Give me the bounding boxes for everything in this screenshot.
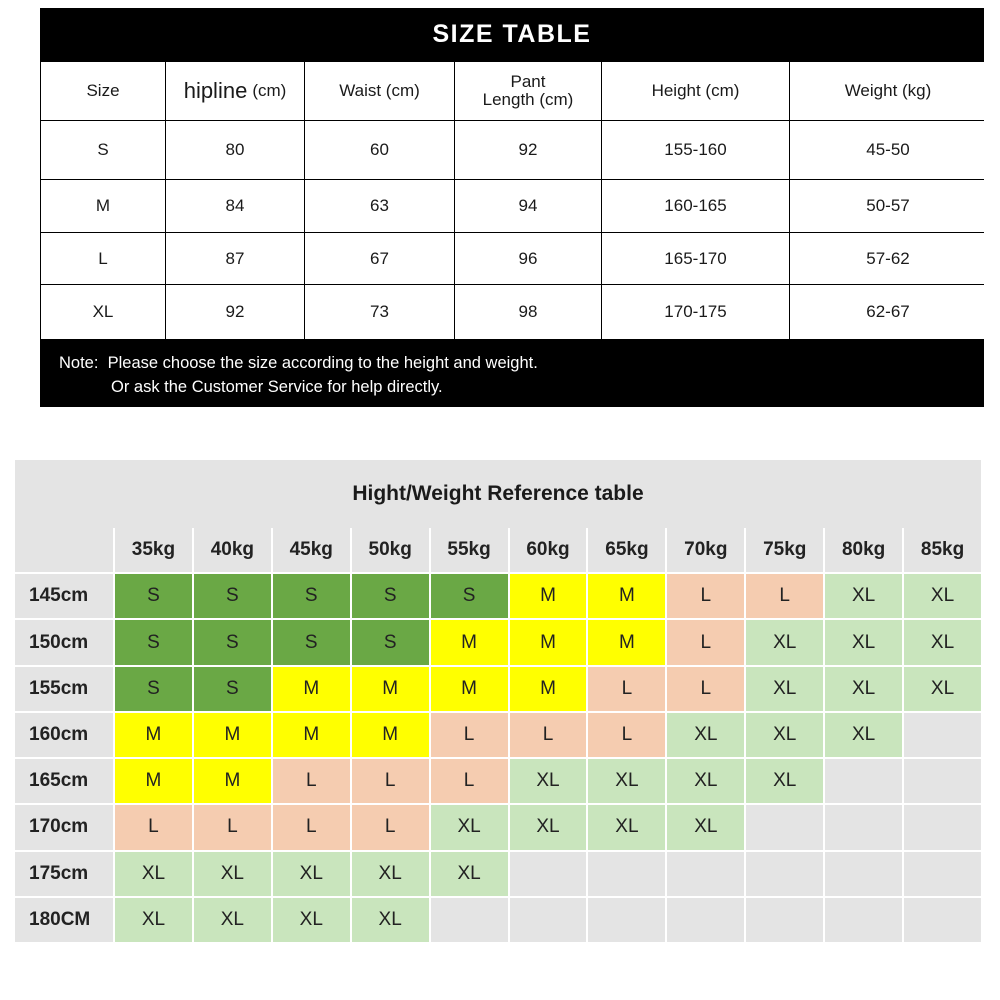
- size-recommendation-cell: L: [352, 759, 429, 803]
- height-row-header: 170cm: [15, 805, 113, 849]
- height-row-header: 155cm: [15, 667, 113, 711]
- size-table-grid: [40, 61, 984, 339]
- height-cell: 170-175: [602, 285, 789, 339]
- size-recommendation-cell: L: [588, 713, 665, 757]
- waist-cell: 73: [305, 285, 454, 339]
- height-cell: 155-160: [602, 121, 789, 179]
- hipline-cell: 80: [166, 121, 304, 179]
- size-recommendation-cell: XL: [588, 759, 665, 803]
- size-recommendation-cell: M: [352, 667, 429, 711]
- size-table-title: SIZE TABLE: [40, 8, 984, 61]
- weight-column-header: 65kg: [588, 528, 665, 572]
- size-recommendation-cell: XL: [588, 805, 665, 849]
- size-recommendation-cell: L: [194, 805, 271, 849]
- reference-grid: [15, 528, 981, 942]
- size-recommendation-cell: XL: [825, 574, 902, 618]
- size-cell: S: [41, 121, 165, 179]
- pant-length-cell: 96: [455, 233, 601, 284]
- pant-length-cell: 94: [455, 180, 601, 232]
- hipline-cell: 84: [166, 180, 304, 232]
- header-waist: Waist (cm): [305, 62, 454, 120]
- header-pant-length: [455, 62, 601, 120]
- size-recommendation-cell: L: [115, 805, 192, 849]
- empty-cell: [746, 852, 823, 896]
- size-recommendation-cell: M: [588, 620, 665, 664]
- size-recommendation-cell: XL: [825, 620, 902, 664]
- empty-cell: [588, 898, 665, 942]
- size-cell: L: [41, 233, 165, 284]
- empty-cell: [904, 805, 981, 849]
- size-recommendation-cell: S: [431, 574, 508, 618]
- size-recommendation-cell: XL: [904, 620, 981, 664]
- empty-cell: [825, 759, 902, 803]
- size-recommendation-cell: XL: [667, 805, 744, 849]
- height-row-header: 175cm: [15, 852, 113, 896]
- empty-cell: [667, 852, 744, 896]
- empty-cell: [904, 852, 981, 896]
- size-recommendation-cell: XL: [904, 667, 981, 711]
- size-recommendation-cell: M: [431, 620, 508, 664]
- empty-cell: [825, 898, 902, 942]
- weight-cell: 57-62: [790, 233, 986, 284]
- header-hipline-unit: (cm): [252, 81, 287, 100]
- size-recommendation-cell: S: [115, 667, 192, 711]
- size-recommendation-cell: M: [273, 713, 350, 757]
- header-size: Size: [41, 62, 165, 120]
- weight-cell: 62-67: [790, 285, 986, 339]
- size-recommendation-cell: XL: [431, 852, 508, 896]
- size-recommendation-cell: XL: [273, 898, 350, 942]
- pant-length-cell: 98: [455, 285, 601, 339]
- weight-cell: 45-50: [790, 121, 986, 179]
- waist-cell: 63: [305, 180, 454, 232]
- size-recommendation-cell: XL: [431, 805, 508, 849]
- size-recommendation-cell: XL: [746, 759, 823, 803]
- empty-cell: [588, 852, 665, 896]
- size-recommendation-cell: M: [115, 759, 192, 803]
- size-recommendation-cell: M: [431, 667, 508, 711]
- note-line-2: Or ask the Customer Service for help directly.: [111, 378, 443, 396]
- size-recommendation-cell: L: [667, 574, 744, 618]
- size-recommendation-cell: XL: [746, 667, 823, 711]
- size-cell: XL: [41, 285, 165, 339]
- empty-cell: [904, 898, 981, 942]
- header-height: Height (cm): [602, 62, 789, 120]
- size-recommendation-cell: L: [431, 759, 508, 803]
- size-recommendation-cell: L: [667, 667, 744, 711]
- weight-column-header: 80kg: [825, 528, 902, 572]
- height-row-header: 165cm: [15, 759, 113, 803]
- hipline-cell: 92: [166, 285, 304, 339]
- header-hipline-label: hipline: [183, 78, 248, 103]
- size-recommendation-cell: S: [194, 574, 271, 618]
- empty-cell: [746, 805, 823, 849]
- size-recommendation-cell: S: [115, 574, 192, 618]
- size-recommendation-cell: L: [746, 574, 823, 618]
- size-recommendation-cell: XL: [667, 713, 744, 757]
- empty-cell: [510, 852, 587, 896]
- size-recommendation-cell: S: [273, 620, 350, 664]
- hipline-cell: 87: [166, 233, 304, 284]
- weight-column-header: 60kg: [510, 528, 587, 572]
- size-recommendation-cell: L: [431, 713, 508, 757]
- size-recommendation-cell: L: [352, 805, 429, 849]
- weight-column-header: 75kg: [746, 528, 823, 572]
- size-recommendation-cell: XL: [115, 852, 192, 896]
- size-table: [40, 8, 984, 407]
- size-recommendation-cell: M: [352, 713, 429, 757]
- size-recommendation-cell: M: [194, 713, 271, 757]
- size-recommendation-cell: M: [510, 574, 587, 618]
- size-recommendation-cell: L: [667, 620, 744, 664]
- size-recommendation-cell: L: [273, 805, 350, 849]
- waist-cell: 60: [305, 121, 454, 179]
- weight-column-header: 45kg: [273, 528, 350, 572]
- empty-cell: [746, 898, 823, 942]
- weight-cell: 50-57: [790, 180, 986, 232]
- size-recommendation-cell: XL: [352, 898, 429, 942]
- size-recommendation-cell: XL: [510, 759, 587, 803]
- size-cell: M: [41, 180, 165, 232]
- size-recommendation-cell: M: [273, 667, 350, 711]
- size-recommendation-cell: XL: [746, 713, 823, 757]
- height-cell: 165-170: [602, 233, 789, 284]
- size-recommendation-cell: XL: [746, 620, 823, 664]
- size-recommendation-cell: S: [194, 620, 271, 664]
- size-recommendation-cell: XL: [352, 852, 429, 896]
- size-recommendation-cell: XL: [825, 667, 902, 711]
- size-note: [40, 339, 984, 407]
- size-recommendation-cell: S: [194, 667, 271, 711]
- height-row-header: 145cm: [15, 574, 113, 618]
- size-recommendation-cell: XL: [194, 898, 271, 942]
- size-recommendation-cell: XL: [904, 574, 981, 618]
- size-recommendation-cell: S: [115, 620, 192, 664]
- size-recommendation-cell: M: [115, 713, 192, 757]
- size-recommendation-cell: XL: [667, 759, 744, 803]
- size-recommendation-cell: M: [588, 574, 665, 618]
- height-row-header: 150cm: [15, 620, 113, 664]
- empty-cell: [904, 759, 981, 803]
- size-recommendation-cell: XL: [115, 898, 192, 942]
- size-recommendation-cell: L: [510, 713, 587, 757]
- height-row-header: 160cm: [15, 713, 113, 757]
- empty-cell: [667, 898, 744, 942]
- empty-cell: [904, 713, 981, 757]
- height-cell: 160-165: [602, 180, 789, 232]
- header-pant-top: Pant: [510, 72, 546, 91]
- weight-column-header: 55kg: [431, 528, 508, 572]
- size-recommendation-cell: S: [273, 574, 350, 618]
- reference-table: [15, 460, 981, 942]
- size-recommendation-cell: S: [352, 574, 429, 618]
- weight-column-header: 40kg: [194, 528, 271, 572]
- weight-column-header: 70kg: [667, 528, 744, 572]
- empty-cell: [510, 898, 587, 942]
- pant-length-cell: 92: [455, 121, 601, 179]
- reference-corner-cell: [15, 528, 113, 572]
- size-recommendation-cell: XL: [273, 852, 350, 896]
- size-recommendation-cell: M: [194, 759, 271, 803]
- note-line-1: Note: Please choose the size according to the height and weight.: [59, 354, 538, 372]
- size-recommendation-cell: L: [588, 667, 665, 711]
- reference-table-title: Hight/Weight Reference table: [352, 482, 644, 505]
- waist-cell: 67: [305, 233, 454, 284]
- size-recommendation-cell: M: [510, 667, 587, 711]
- height-row-header: 180CM: [15, 898, 113, 942]
- weight-column-header: 35kg: [115, 528, 192, 572]
- size-recommendation-cell: M: [510, 620, 587, 664]
- size-recommendation-cell: XL: [194, 852, 271, 896]
- empty-cell: [431, 898, 508, 942]
- header-hipline: [166, 62, 304, 120]
- weight-column-header: 85kg: [904, 528, 981, 572]
- empty-cell: [825, 805, 902, 849]
- header-weight: Weight (kg): [790, 62, 986, 120]
- size-recommendation-cell: L: [273, 759, 350, 803]
- weight-column-header: 50kg: [352, 528, 429, 572]
- size-recommendation-cell: XL: [825, 713, 902, 757]
- size-recommendation-cell: XL: [510, 805, 587, 849]
- empty-cell: [825, 852, 902, 896]
- size-recommendation-cell: S: [352, 620, 429, 664]
- header-pant-bottom: Length (cm): [482, 90, 574, 109]
